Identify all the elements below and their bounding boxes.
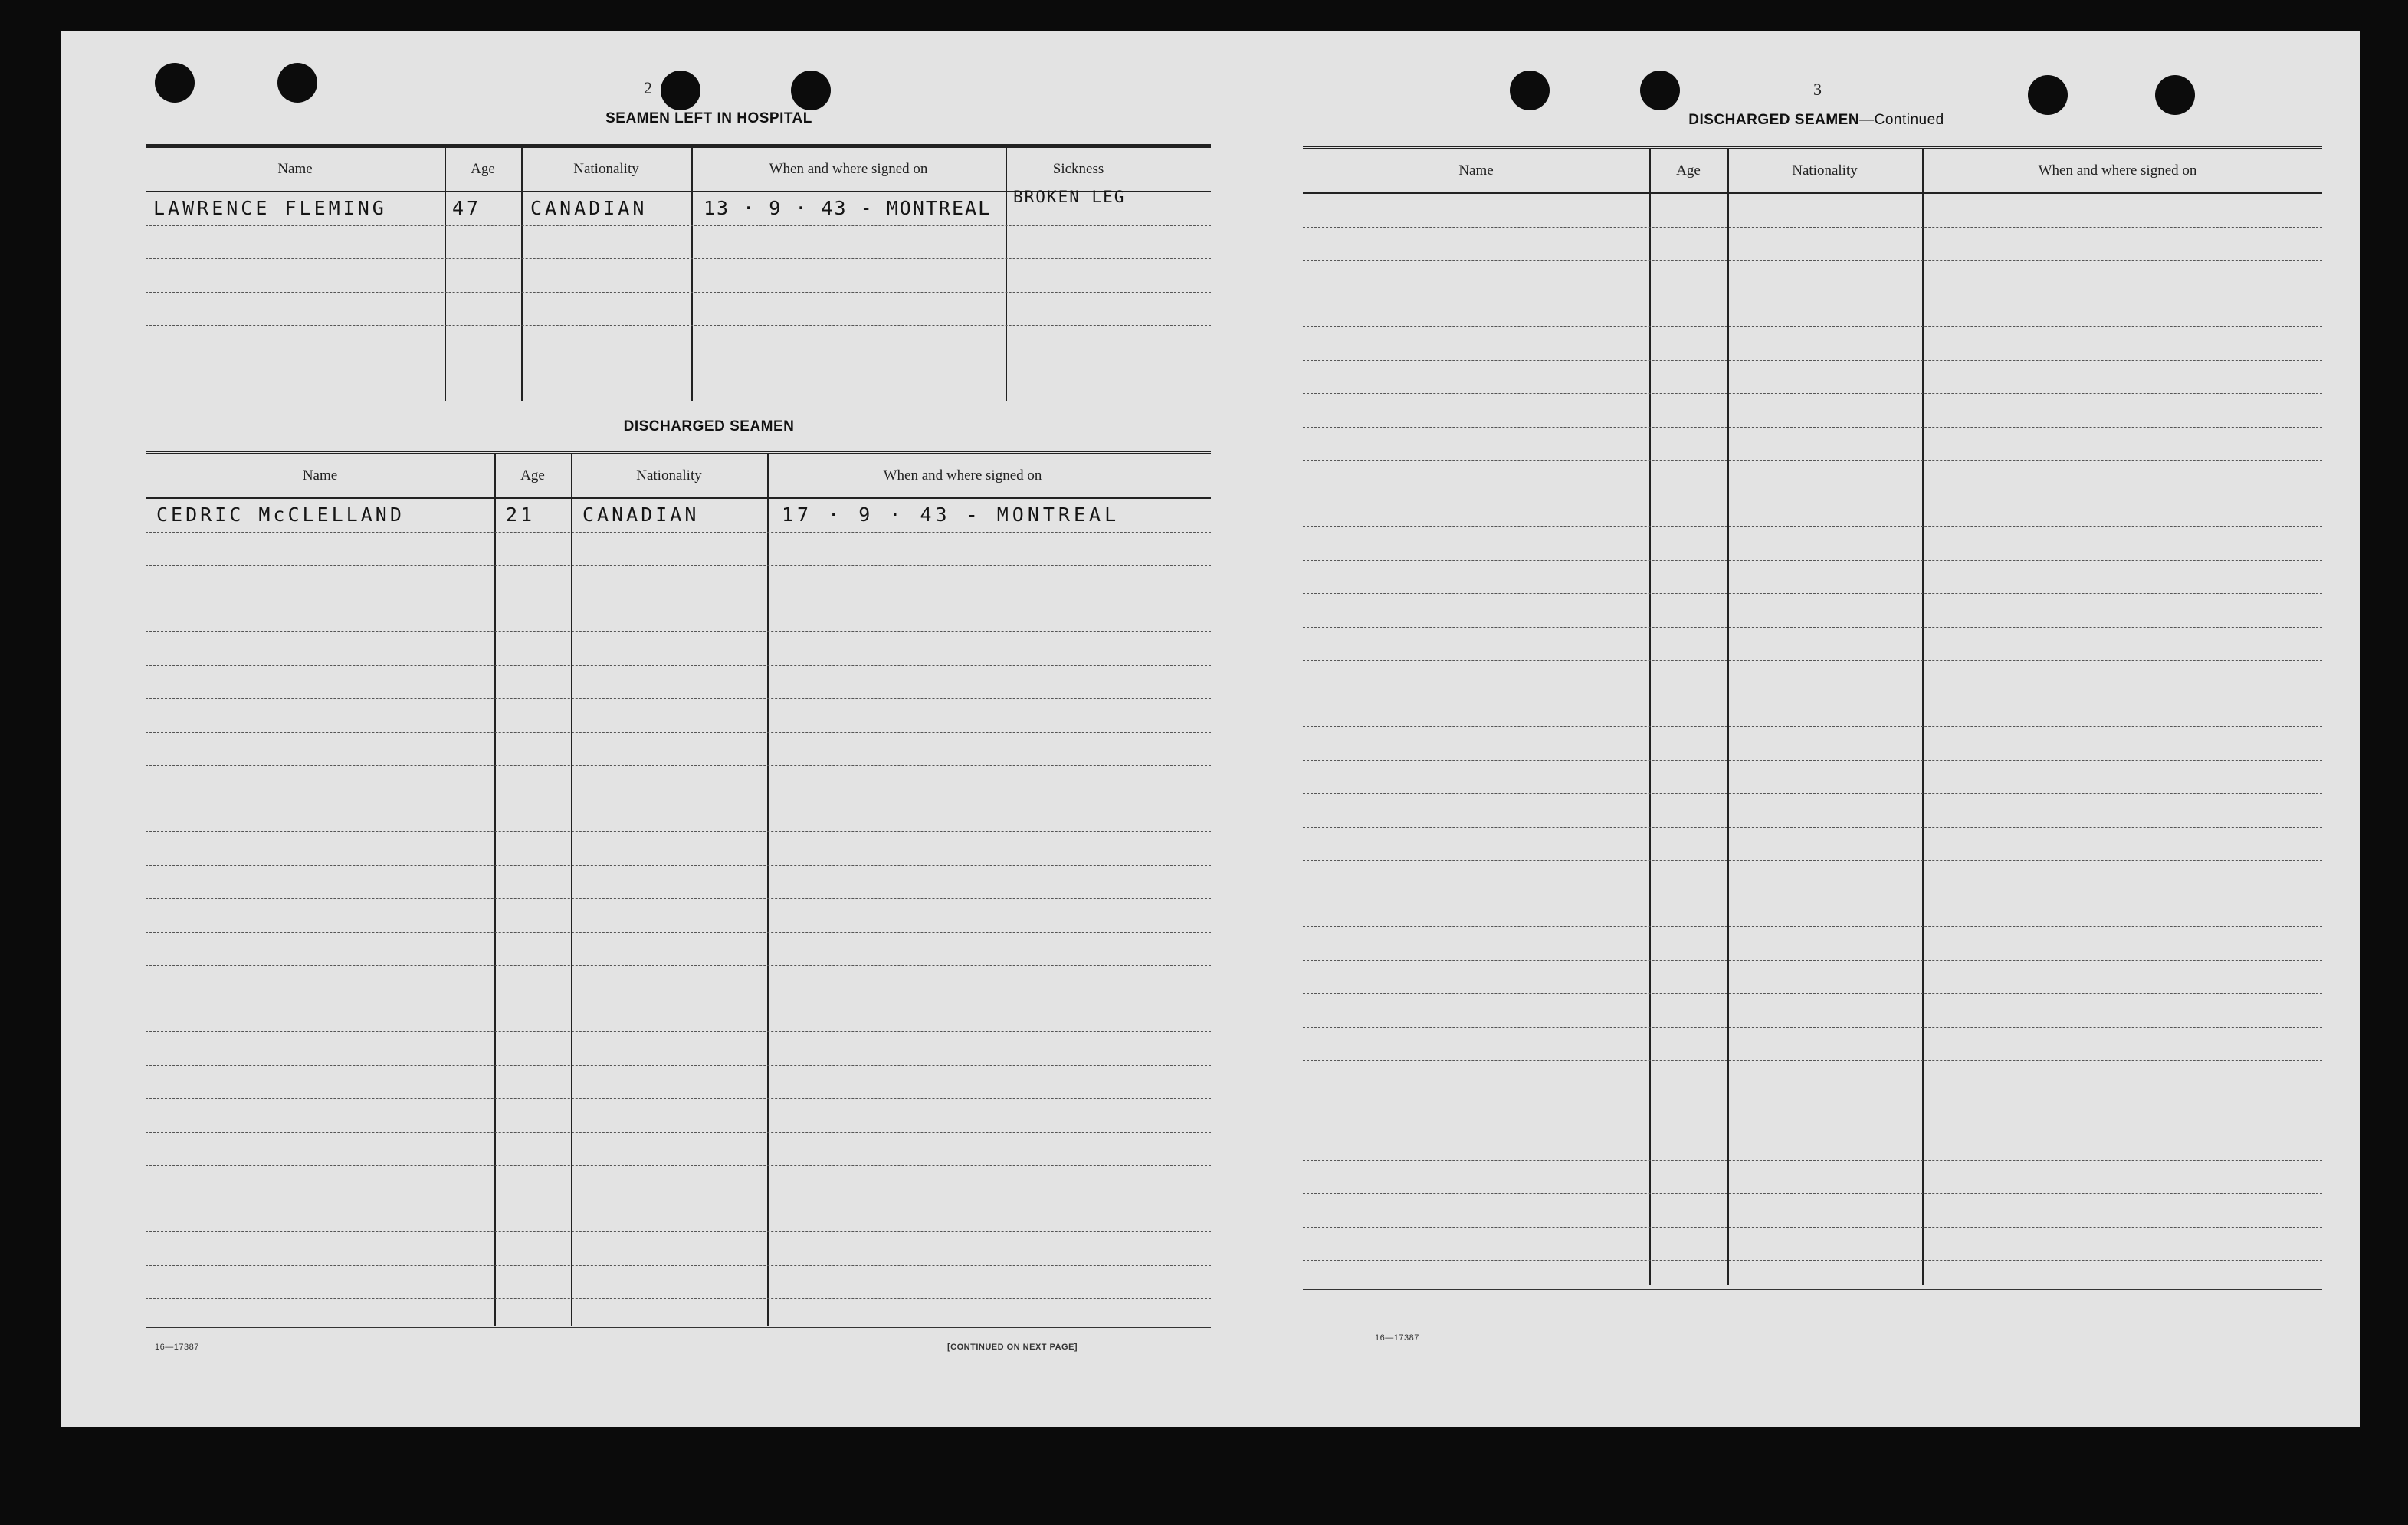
table-row [1303,761,2322,795]
table-row [1303,194,2322,228]
discharged-section-title: DISCHARGED SEAMEN [623,418,795,435]
table-row [1303,661,2322,694]
table-row [1303,1127,2322,1161]
continued-suffix: —Continued [1859,112,1944,128]
column-header-age: Age [520,467,545,484]
table-row [1303,294,2322,328]
table-row [1303,927,2322,961]
table-row [146,599,1211,633]
column-header-signed-on: When and where signed on [883,467,1042,484]
table-row [1303,1028,2322,1061]
discharged-table-header [146,454,1211,499]
table-row [146,766,1211,799]
table-row [146,1199,1211,1233]
continued-note: [CONTINUED ON NEXT PAGE] [947,1343,1078,1352]
column-header-nationality: Nationality [636,467,702,484]
table-row [1303,894,2322,928]
discharged-rows [146,499,1211,1299]
table-row [146,226,1211,260]
discharged-table [146,451,1211,1370]
table-row [1303,961,2322,995]
discharged-continued-title [1318,112,2315,129]
table-row [146,632,1211,666]
column-header-signed-on: When and where signed on [769,161,928,177]
hospital-table-header [146,148,1211,192]
column-header-age: Age [1676,162,1701,179]
table-row [146,1266,1211,1300]
table-row [1303,527,2322,561]
discharged-continued-rows [1303,194,2322,1261]
seaman-name: LAWRENCE FLEMING [153,197,387,219]
seaman-sickness: BROKEN LEG [1013,188,1126,206]
table-row [1303,561,2322,595]
binder-hole [791,71,831,110]
right-page [1288,31,2360,1427]
table-row [146,1166,1211,1199]
table-row [146,188,1211,226]
table-row [1303,1094,2322,1128]
table-row [146,866,1211,900]
binder-hole [661,71,700,110]
hospital-section-title: SEAMEN LEFT IN HOSPITAL [605,110,812,126]
table-row [146,733,1211,766]
hospital-rows [146,188,1211,392]
table-row [1303,994,2322,1028]
table-row [146,1099,1211,1133]
table-row [146,1066,1211,1100]
table-row [146,499,1211,533]
page-number: 2 [644,78,652,97]
table-row [1303,428,2322,461]
table-row [146,359,1211,393]
table-row [1303,727,2322,761]
table-row [146,1032,1211,1066]
seaman-nationality: CANADIAN [530,197,648,219]
table-row [146,293,1211,326]
column-header-name: Name [277,161,313,177]
discharged-continued-table [1303,146,2322,1341]
form-number: 16—17387 [1375,1333,1419,1343]
binder-hole [2155,75,2195,115]
table-row [146,566,1211,599]
table-row [1303,1061,2322,1094]
seaman-age: 21 [506,503,536,526]
table-row [1303,1194,2322,1228]
seaman-signed-on: 17 · 9 · 43 - MONTREAL [782,503,1120,526]
document-sheet [61,31,2360,1427]
table-row [146,999,1211,1033]
table-row [1303,494,2322,528]
table-row [146,699,1211,733]
table-row [1303,861,2322,894]
seaman-signed-on: 13 · 9 · 43 - MONTREAL [704,197,992,219]
column-header-nationality: Nationality [1792,162,1858,179]
seaman-name: CEDRIC McCLELLAND [156,503,405,526]
column-header-name: Name [1458,162,1494,179]
binder-hole [277,63,317,103]
table-row [146,899,1211,933]
table-row [146,832,1211,866]
table-row [1303,361,2322,395]
table-row [1303,794,2322,828]
table-row [1303,394,2322,428]
table-row [146,533,1211,566]
table-row [1303,261,2322,294]
form-number: 16—17387 [155,1343,199,1352]
seaman-age: 47 [452,197,482,219]
table-row [1303,828,2322,861]
table-row [1303,228,2322,261]
table-row [1303,628,2322,661]
column-header-nationality: Nationality [573,161,639,177]
table-row [146,1133,1211,1166]
seaman-nationality: CANADIAN [582,503,700,526]
binder-hole [1640,71,1680,110]
left-page [61,31,1211,1427]
discharged-continued-title-text: DISCHARGED SEAMEN [1688,112,1860,128]
table-row [1303,1228,2322,1261]
table-row [1303,327,2322,361]
page-number: 3 [1813,80,1822,99]
binder-hole [2028,75,2068,115]
table-row [146,799,1211,833]
column-header-signed-on: When and where signed on [2038,162,2197,179]
table-row [1303,1161,2322,1195]
binder-hole [1510,71,1550,110]
table-row [146,1232,1211,1266]
table-row [146,259,1211,293]
column-header-sickness: Sickness [1052,161,1104,177]
table-row [1303,694,2322,728]
table-row [1303,594,2322,628]
hospital-table [146,144,1211,435]
discharged-continued-header [1303,149,2322,194]
table-row [1303,461,2322,494]
column-header-age: Age [471,161,495,177]
column-header-name: Name [302,467,338,484]
table-row [146,933,1211,966]
table-row [146,666,1211,700]
binder-hole [155,63,195,103]
table-row [146,966,1211,999]
table-row [146,326,1211,359]
